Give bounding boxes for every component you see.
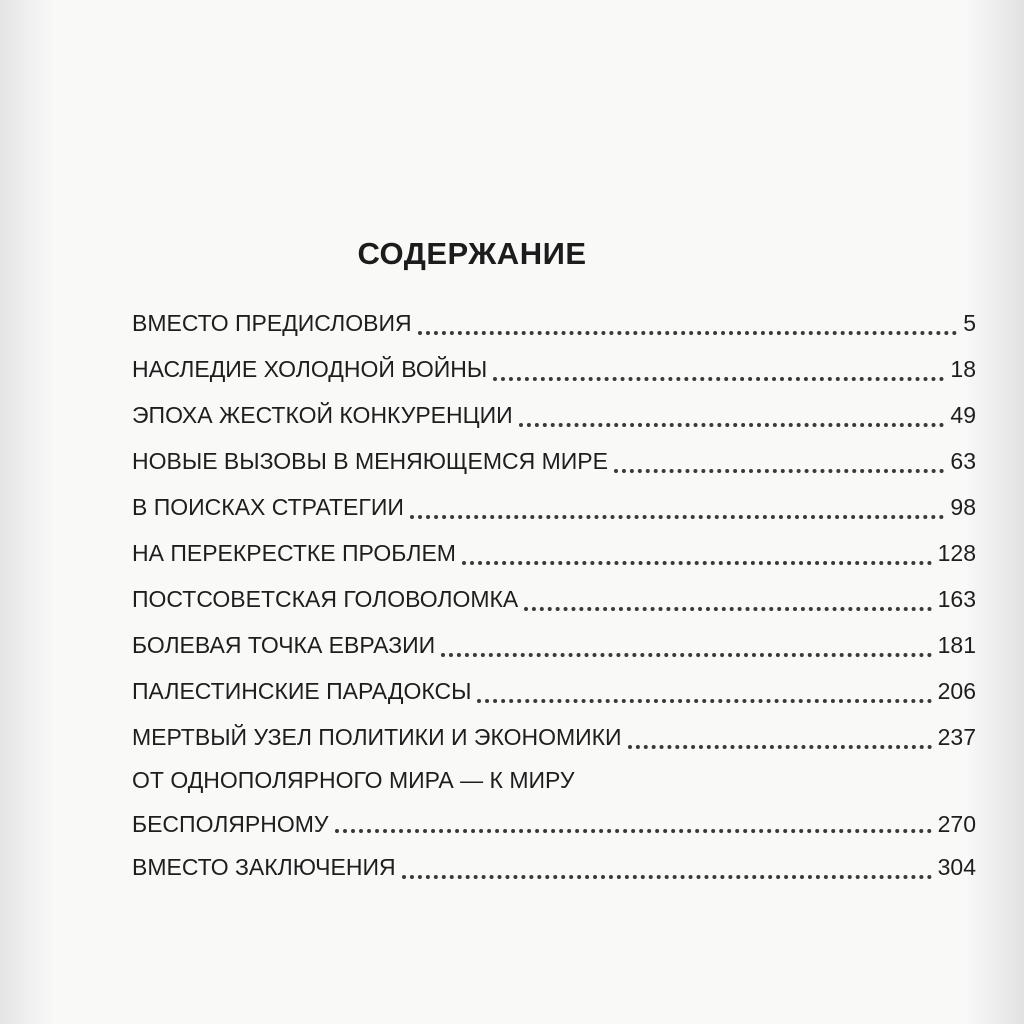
toc-entry-page: 5 xyxy=(963,310,976,336)
toc-entry-title: НОВЫЕ ВЫЗОВЫ В МЕНЯЮЩЕМСЯ МИРЕ xyxy=(132,448,608,474)
toc-entry-title-line2: БЕСПОЛЯРНОМУ xyxy=(132,811,329,837)
toc-entry xyxy=(132,438,976,484)
toc-entry-line2 xyxy=(132,800,976,844)
toc-entry-title: ВМЕСТО ЗАКЛЮЧЕНИЯ xyxy=(132,854,396,880)
toc-entry xyxy=(132,300,976,346)
toc-entry-title: МЕРТВЫЙ УЗЕЛ ПОЛИТИКИ И ЭКОНОМИКИ xyxy=(132,724,622,750)
toc-entry xyxy=(132,576,976,622)
toc-leader-dots xyxy=(462,541,932,565)
toc-entry xyxy=(132,622,976,668)
toc-leader-dots xyxy=(410,495,944,519)
toc-entry-page: 163 xyxy=(937,586,976,612)
toc-leader-dots xyxy=(614,449,944,473)
toc-entry xyxy=(132,392,976,438)
toc-entry-title: НАСЛЕДИЕ ХОЛОДНОЙ ВОЙНЫ xyxy=(132,356,488,382)
toc-entry-page: 63 xyxy=(950,448,976,474)
toc-list xyxy=(132,300,976,890)
book-edge-right xyxy=(968,0,1024,1024)
toc-leader-dots xyxy=(335,809,932,833)
toc-entry-page: 128 xyxy=(937,540,976,566)
toc-entry-page: 18 xyxy=(950,356,976,382)
toc-leader-dots xyxy=(402,855,932,879)
toc-entry-page: 98 xyxy=(950,494,976,520)
toc-entry-title: ЭПОХА ЖЕСТКОЙ КОНКУРЕНЦИИ xyxy=(132,402,513,428)
toc-entry xyxy=(132,530,976,576)
toc-leader-dots xyxy=(493,357,944,381)
toc-leader-dots xyxy=(628,725,932,749)
book-gutter-left xyxy=(0,0,52,1024)
toc-entry-title: БОЛЕВАЯ ТОЧКА ЕВРАЗИИ xyxy=(132,632,436,658)
toc-leader-dots xyxy=(524,587,931,611)
toc-leader-dots xyxy=(477,679,931,703)
toc-entry xyxy=(132,714,976,760)
toc-entry-title: НА ПЕРЕКРЕСТКЕ ПРОБЛЕМ xyxy=(132,540,456,566)
toc-entry-title: ВМЕСТО ПРЕДИСЛОВИЯ xyxy=(132,310,412,336)
toc-entry-page: 206 xyxy=(937,678,976,704)
toc-entry xyxy=(132,346,976,392)
toc-entry-title: ПАЛЕСТИНСКИЕ ПАРАДОКСЫ xyxy=(132,678,472,704)
toc-entry xyxy=(132,668,976,714)
toc-leader-dots xyxy=(418,311,958,335)
toc-entry xyxy=(132,760,976,844)
toc-entry-title: ПОСТСОВЕТСКАЯ ГОЛОВОЛОМКА xyxy=(132,586,519,612)
toc-title: СОДЕРЖАНИЕ xyxy=(357,236,587,271)
toc-entry-page: 304 xyxy=(937,854,976,880)
toc-entry-title-line1: ОТ ОДНОПОЛЯРНОГО МИРА — К МИРУ xyxy=(132,767,575,793)
toc-entry-page: 237 xyxy=(937,724,976,750)
toc-entry-page: 181 xyxy=(937,632,976,658)
toc-entry-page: 270 xyxy=(937,811,976,837)
toc-entry-title: В ПОИСКАХ СТРАТЕГИИ xyxy=(132,494,404,520)
toc-entry-page: 49 xyxy=(950,402,976,428)
book-page xyxy=(52,0,976,1024)
toc-leader-dots xyxy=(519,403,945,427)
toc-entry xyxy=(132,844,976,890)
toc-leader-dots xyxy=(441,633,931,657)
toc-entry xyxy=(132,484,976,530)
